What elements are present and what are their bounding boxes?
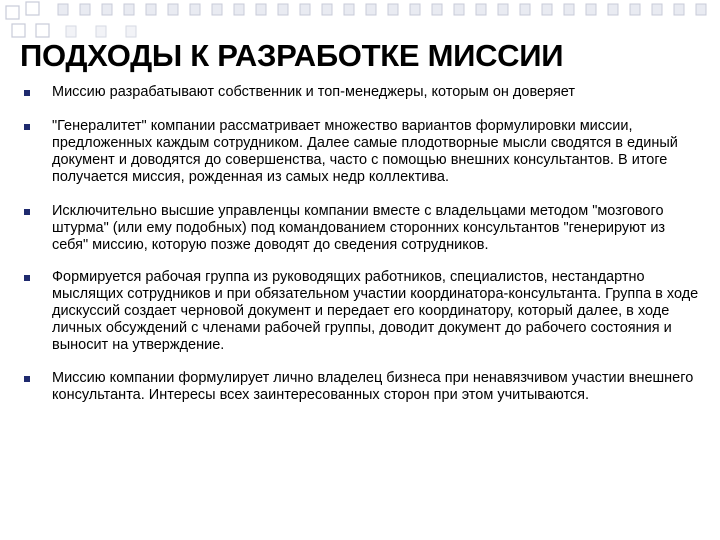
square-bullet-icon [24, 275, 30, 281]
bullet-item [24, 370, 704, 404]
bullet-text: Формируется рабочая группа из руководящих работников, специалистов, нестандартно мыслящих сотрудников и при обязательном участии координатора-консультанта. Группа в ходе дискуссий создает черновой документ и передает его координатору, который далее, в ходе личных обсуждений с членами рабочей группы, доводит документ до рабочего состояния и выносит на утверждение. [52, 269, 699, 353]
square-bullet-icon [24, 124, 30, 130]
square-bullet-icon [24, 376, 30, 382]
bullet-text: Исключительно высшие управленцы компании вместе с владельцами методом "мозгового штурма" (или ему подобных) под командованием сторонних консультантов "генерируют из себя" миссию, которую позже доводят до сведения сотрудников. [52, 203, 666, 253]
bullet-list [24, 84, 704, 404]
slide-title: ПОДХОДЫ К РАЗРАБОТКЕ МИССИИ [20, 38, 564, 73]
square-bullet-icon [24, 209, 30, 215]
bullet-item [24, 84, 704, 101]
bullet-item [24, 269, 704, 354]
square-bullet-icon [24, 90, 30, 96]
bullet-text: "Генералитет" компании рассматривает множество вариантов формулировки миссии, предложенных каждым сотрудником. Далее самые плодотворные мысли сводятся в единый документ и доводятся до совершенства, часто с помощью внешних консультантов. В итоге получается миссия, рожденная из самых недр коллектива. [52, 118, 678, 185]
bullet-item [24, 203, 704, 254]
bullet-text: Миссию разрабатывают собственник и топ-менеджеры, которым он доверяет [52, 84, 576, 100]
bullet-text: Миссию компании формулирует лично владелец бизнеса при ненавязчивом участии внешнего консультанта. Интересы всех заинтересованных сторон при этом учитываются. [52, 370, 694, 403]
bullet-item [24, 118, 704, 186]
